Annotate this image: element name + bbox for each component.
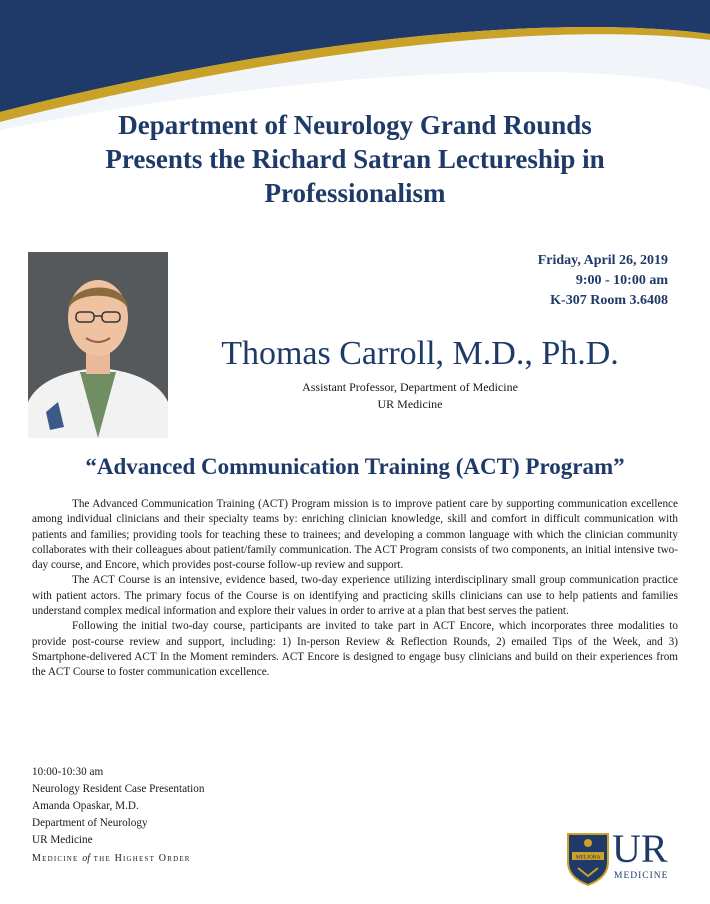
speaker-role-line-1: Assistant Professor, Department of Medicine — [302, 380, 518, 394]
ur-medicine-logo — [566, 826, 686, 886]
additional-session — [32, 764, 204, 849]
speaker-affiliation — [230, 379, 590, 413]
event-time: 9:00 - 10:00 am — [575, 273, 668, 288]
speaker-photo — [28, 252, 168, 438]
session-org: UR Medicine — [32, 834, 93, 846]
logo-ur-letters: UR — [612, 826, 668, 871]
session-presenter: Amanda Opaskar, M.D. — [32, 800, 139, 812]
tagline-start: Medicine — [32, 853, 83, 864]
title-line-2: Presents the Richard Satran Lectureship in — [105, 144, 605, 174]
speaker-name: Thomas Carroll, M.D., Ph.D. — [221, 335, 619, 372]
footer-tagline — [32, 853, 191, 864]
description-paragraph-2: The ACT Course is an intensive, evidence based, two-day experience utilizing interdisciplinary small group communication practice with patient actors. The primary focus of the Course is on identifying and practicing skills clinicians can use to help patients and families understand complex medical information and explore their values in order to arrive at a plan that best serves the patient. — [32, 574, 678, 618]
session-time: 10:00-10:30 am — [32, 766, 104, 778]
session-department: Department of Neurology — [32, 817, 148, 829]
event-location: K-307 Room 3.6408 — [550, 293, 668, 308]
speaker-role-line-2: UR Medicine — [377, 397, 443, 411]
tagline-of: of — [82, 853, 90, 864]
title-line-1: Department of Neurology Grand Rounds — [118, 110, 592, 140]
tagline-end: the Highest Order — [89, 853, 191, 864]
seal-motto: MELIORA — [575, 854, 601, 861]
session-title: Neurology Resident Case Presentation — [32, 783, 205, 795]
description-paragraph-1: The Advanced Communication Training (ACT) Program mission is to improve patient care by supporting communication excellence among individual clinicians and their specialty teams by: enriching clinician knowledge, skill and comfort in difficult communication with patients and families; providing tools for teaching these to trainees; and developing a common language with which the clinician community collaborates with their colleagues about patient/family communication. The ACT Program consists of two components, an initial intensive two-day course, and Encore, which provides post-course follow-up review and support. — [32, 498, 678, 572]
page-title — [0, 108, 710, 210]
event-date: Friday, April 26, 2019 — [537, 253, 668, 268]
event-details — [538, 251, 668, 311]
logo-medicine-text: MEDICINE — [614, 871, 669, 881]
title-line-3: Professionalism — [264, 178, 446, 208]
speaker-portrait-illustration — [28, 252, 168, 438]
program-title: “Advanced Communication Training (ACT) Program” — [85, 454, 625, 479]
description-paragraph-3: Following the initial two-day course, participants are invited to take part in ACT Encore, which incorporates three modalities to provide post-course review and support, including: 1) In-person Review & Reflection Rounds, 2) emailed Tips of the Week, and 3) Smartphone-delivered ACT In the Moment reminders. ACT Encore is designed to engage busy clinicians and build on their experiences from the ACT Course to foster communication excellence. — [32, 620, 678, 679]
program-description — [32, 497, 678, 681]
university-seal-icon — [566, 832, 610, 886]
